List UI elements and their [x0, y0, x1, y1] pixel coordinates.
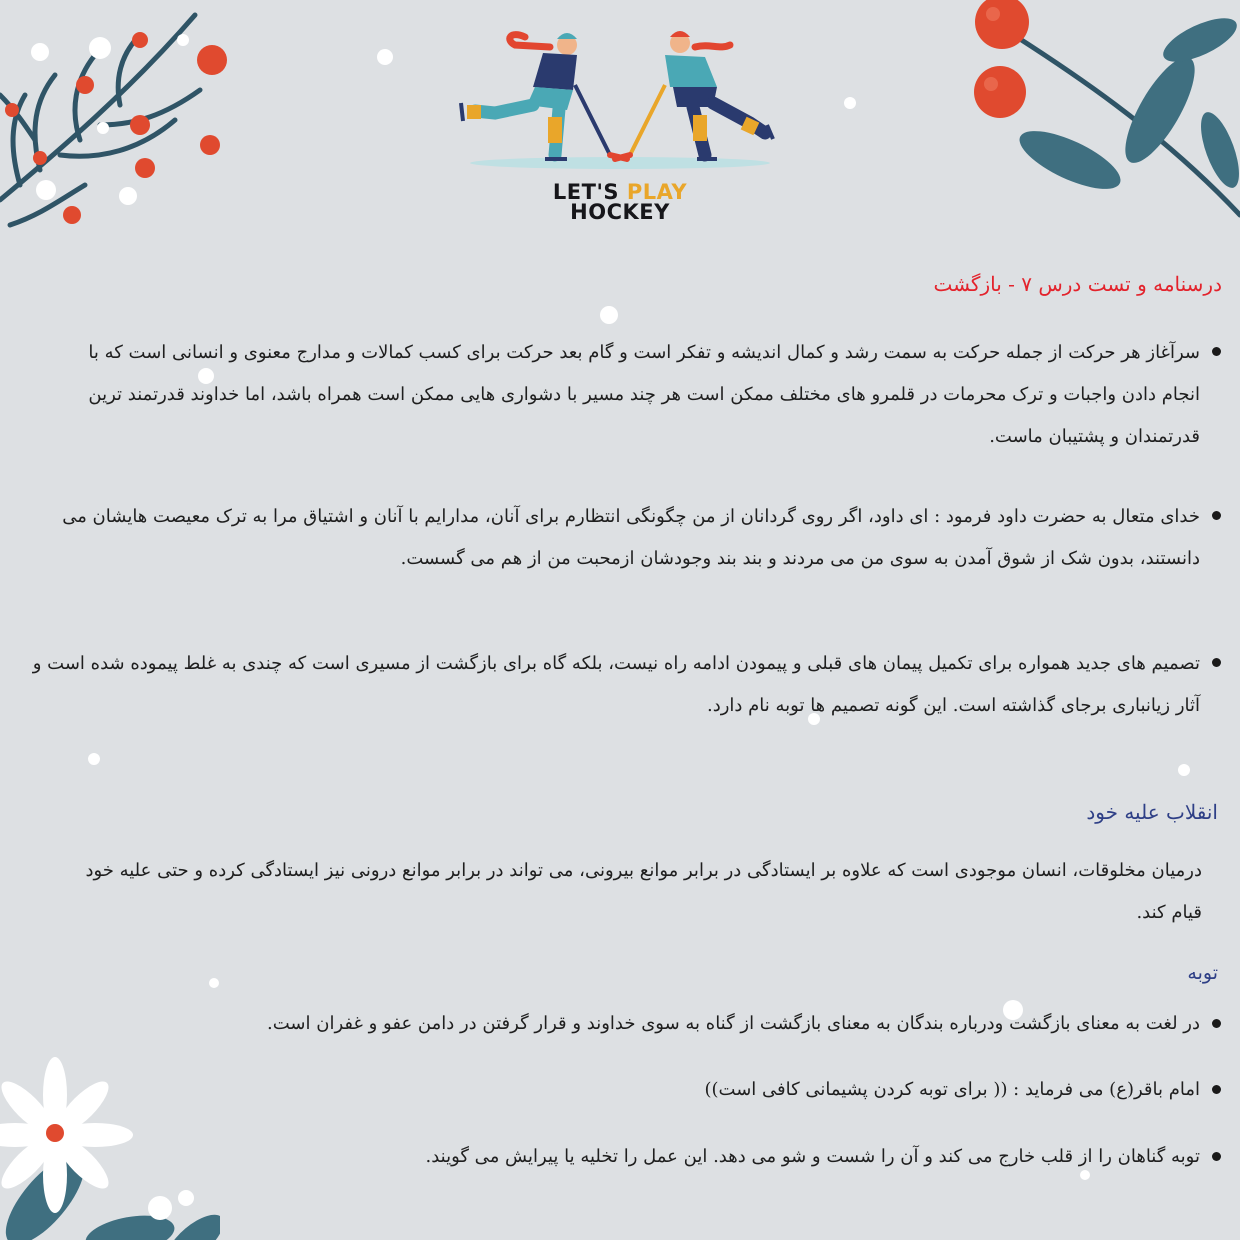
repentance-bullet-2: امام باقر(ع) می فرماید : (( برای توبه کردن پشیمانی کافی است))	[704, 1079, 1200, 1100]
hockey-logo	[455, 25, 785, 230]
top-right-branch-decoration	[960, 0, 1240, 230]
lesson-bullet-3: تصمیم های جدید همواره برای تکمیل پیمان های قبلی و پیمودن ادامه راه نیست، بلکه گاه برای بازگشت از مسیری است که چندی به غلط پیموده شده است و آثار زیانباری برجای گذاشته است. این گونه تصمیم ها توبه نام دارد.	[32, 653, 1200, 716]
lesson-bullet-2: خدای متعال به حضرت داود فرمود : ای داود، اگر روی گردانان از من چگونگی انتظارم برای آنان، مدارایم با آنان و اشتیاق مرا به ترک معیصت هایشان می دانستند، بدون شک از شوق آمدن به سوی من می مردند و بند بند وجودشان ازمحبت من از هم می گسست.	[62, 506, 1200, 569]
logo-title-line2: HOCKEY	[570, 200, 670, 224]
section-title-self-revolution: انقلاب علیه خود	[1086, 800, 1218, 824]
hockey-players-illustration	[455, 25, 785, 175]
bullet-dot	[1212, 1019, 1221, 1028]
section-title-repentance: توبه	[1187, 962, 1218, 984]
snow-dot	[844, 97, 856, 109]
bottom-left-flower-decoration	[0, 1050, 220, 1240]
repentance-bullet-3: توبه گناهان را از قلب خارج می کند و آن را شست و شو می دهد. این عمل را تخلیه یا پیرایش می گویند.	[425, 1146, 1200, 1167]
top-left-branch-decoration	[0, 0, 250, 240]
logo-lets: LET'S	[552, 180, 627, 204]
logo-play: PLAY	[626, 180, 688, 204]
self-revolution-paragraph: درمیان مخلوقات، انسان موجودی است که علاوه بر ایستادگی در برابر موانع بیرونی، می تواند در برابر موانع درونی نیز ایستادگی کرده و حتی علیه خود قیام کند.	[85, 860, 1202, 923]
snow-dot	[209, 978, 219, 988]
lesson-bullet-1: سرآغاز هر حرکت از جمله حرکت به سمت رشد و کمال اندیشه و تفکر است و گام بعد حرکت برای کسب کمالات و مدارج معنوی و انسانی است که با انجام دادن واجبات و ترک محرمات در قلمرو های مختلف ممکن است هر چند مسیر با دشواری هایی ممکن است همراه باشد، اما خداوند قدرتمند ترین قدرتمندان و پشتیبان ماست.	[88, 342, 1200, 447]
bullet-dot	[1212, 347, 1221, 356]
snow-dot	[1178, 764, 1190, 776]
snow-dot	[377, 49, 393, 65]
bullet-dot	[1212, 1085, 1221, 1094]
bullet-dot	[1212, 1152, 1221, 1161]
bullet-dot	[1212, 658, 1221, 667]
lesson-title: درسنامه و تست درس ۷ - بازگشت	[933, 272, 1222, 296]
bullet-dot	[1212, 511, 1221, 520]
snow-dot	[600, 306, 618, 324]
snow-dot	[88, 753, 100, 765]
repentance-bullet-1: در لغت به معنای بازگشت ودرباره بندگان به معنای بازگشت از گناه به سوی خداوند و قرار گرفتن در دامن عفو و غفران است.	[267, 1013, 1200, 1034]
